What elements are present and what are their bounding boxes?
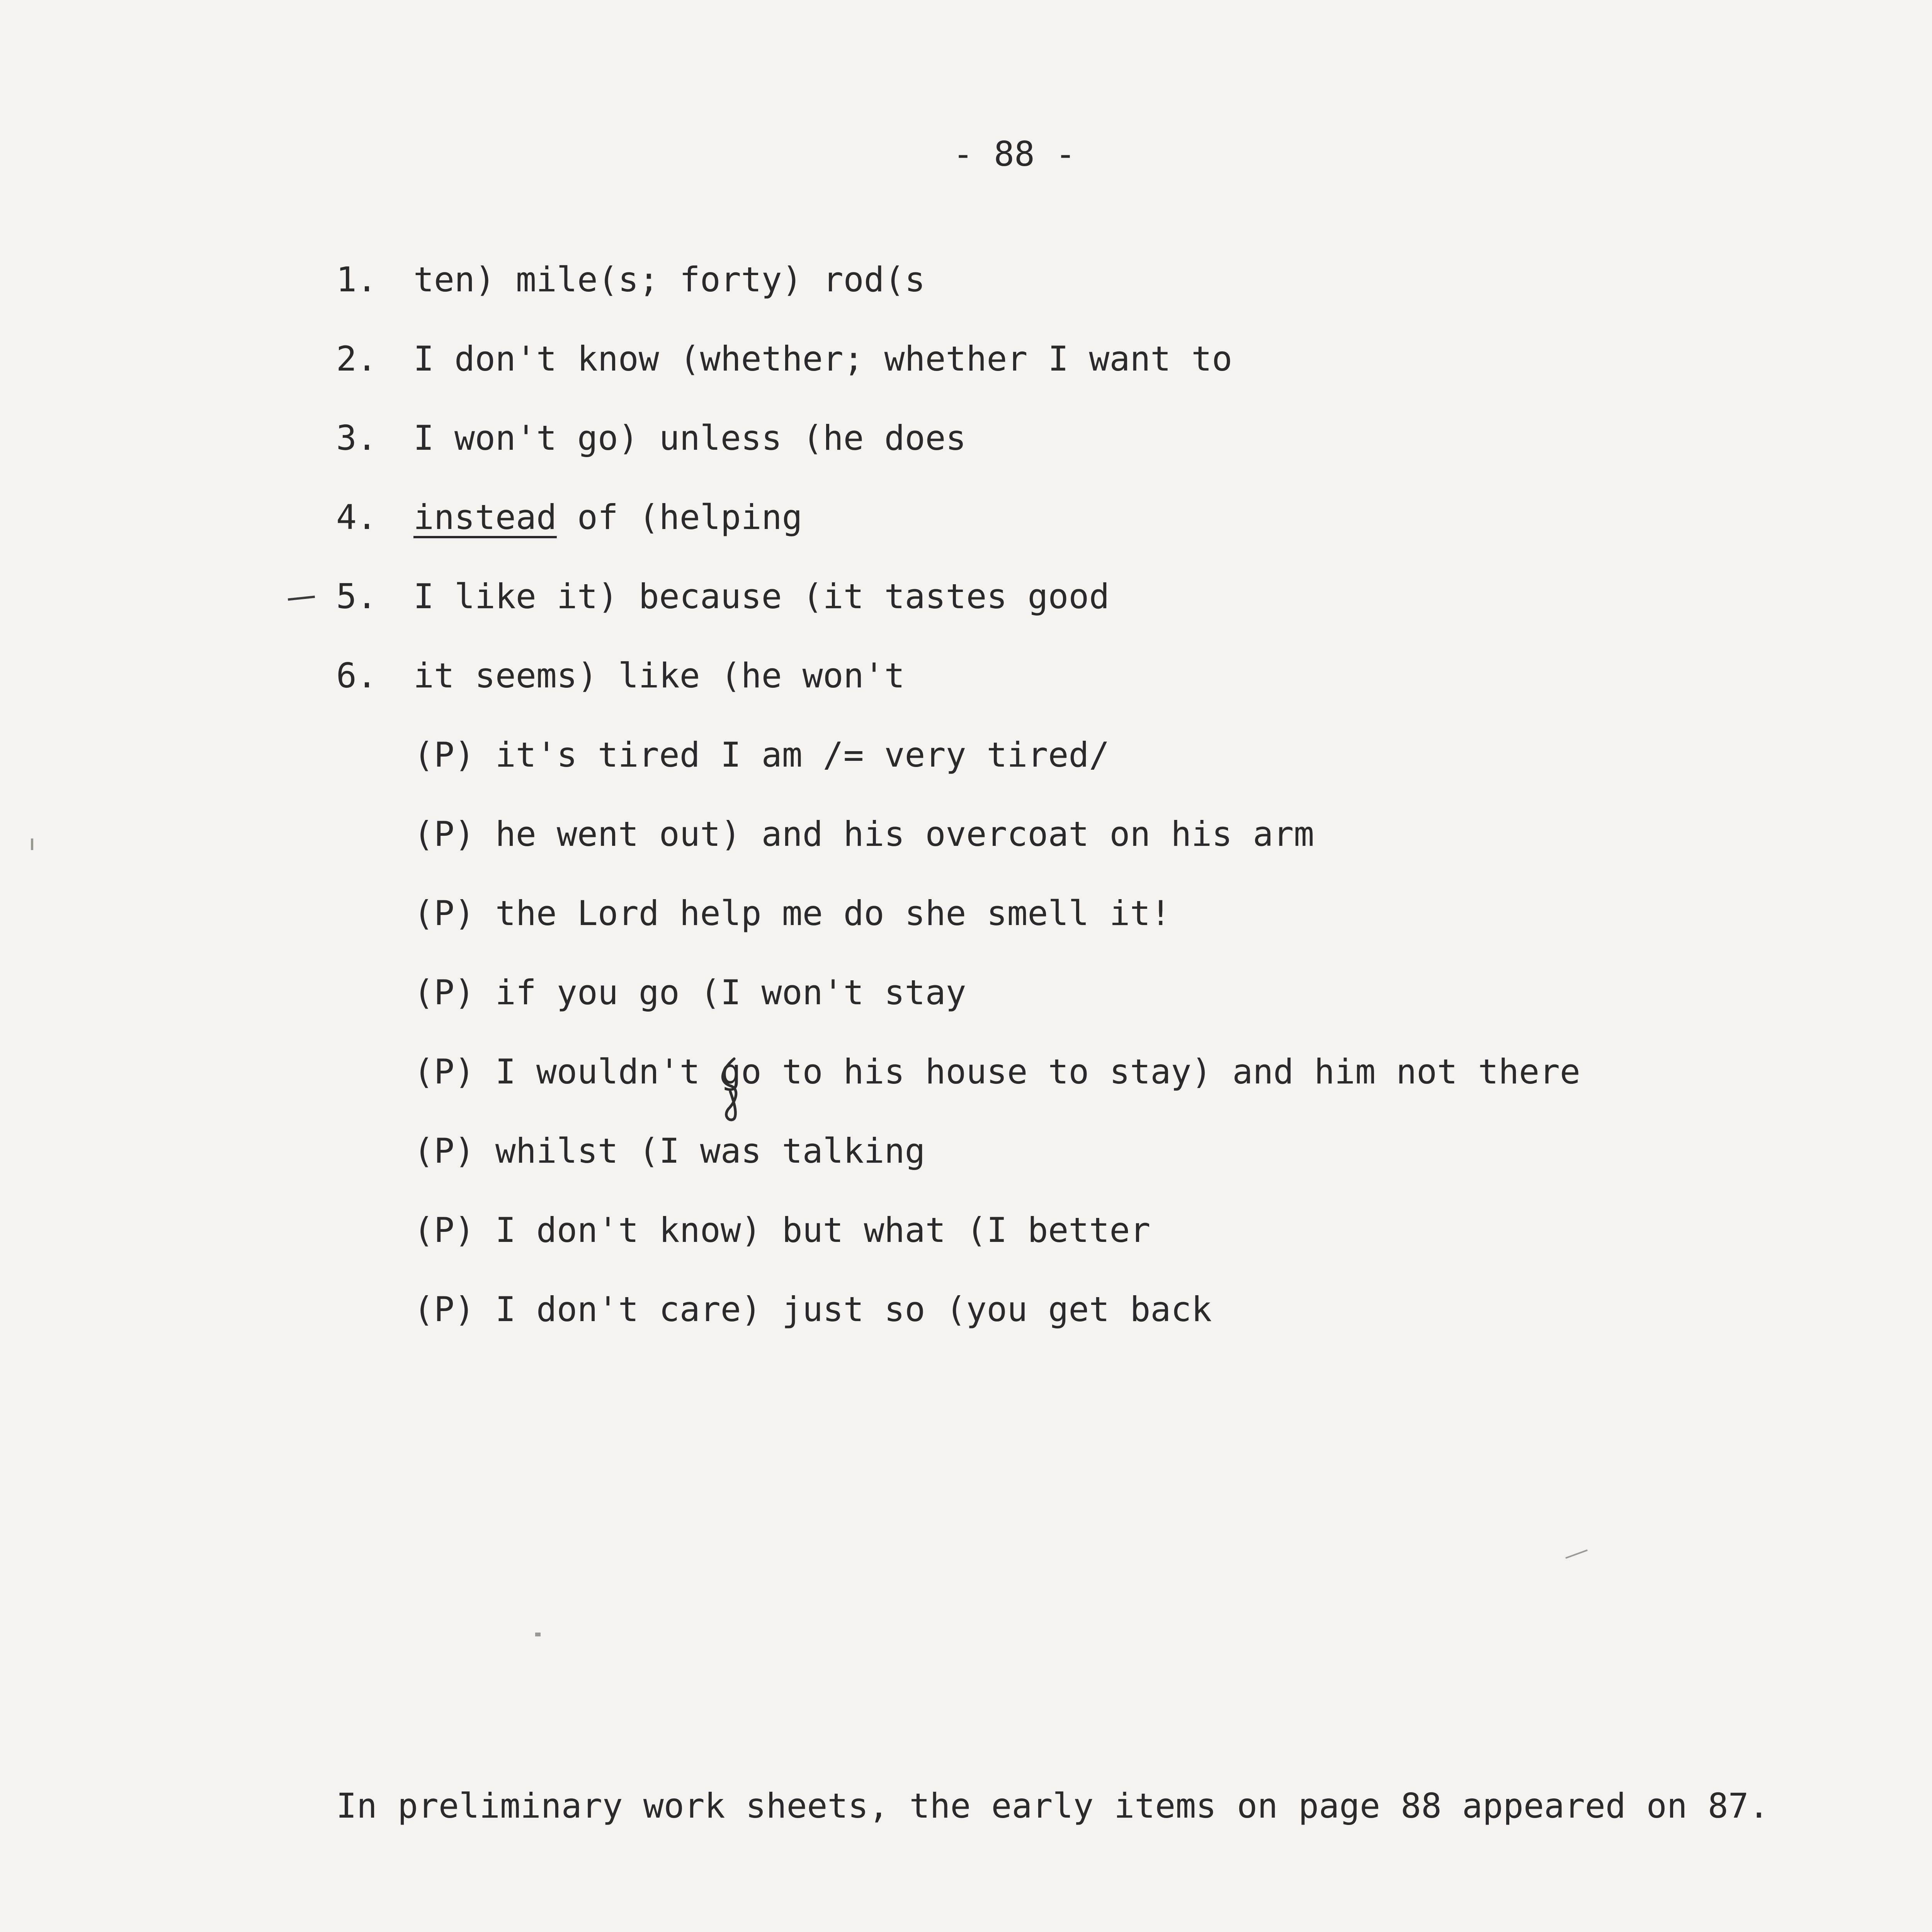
p-item: (P) I wouldn't go to his house to stay) and him not there xyxy=(413,1052,1580,1092)
item-text: it seems) like (he won't xyxy=(413,656,905,696)
item-number: 4. xyxy=(336,497,377,537)
item-text: I like it) because (it tastes good xyxy=(413,577,1110,616)
paper-speck xyxy=(535,1633,541,1636)
handwritten-correction-mark xyxy=(713,1055,748,1124)
p-item: (P) he went out) and his overcoat on his arm xyxy=(413,814,1315,854)
p-item: (P) whilst (I was talking xyxy=(413,1131,925,1171)
underlined-word: instead xyxy=(413,497,557,537)
p-item: (P) I don't know) but what (I better xyxy=(413,1210,1151,1250)
item-number: 6. xyxy=(336,656,377,696)
paper-speck xyxy=(31,838,33,850)
item-text: of (helping xyxy=(556,497,803,537)
item-number: 5. xyxy=(336,577,377,616)
footnote: In preliminary work sheets, the early items on page 88 appeared on 87. xyxy=(336,1786,1769,1826)
item-number: 2. xyxy=(336,339,377,379)
item-text: I won't go) unless (he does xyxy=(413,418,966,458)
p-item: (P) I don't care) just so (you get back xyxy=(413,1289,1212,1329)
list-item-6 xyxy=(336,656,905,696)
page-number: - 88 - xyxy=(953,134,1076,174)
item-number: 3. xyxy=(336,418,377,458)
list-item-5 xyxy=(336,577,1110,616)
item-text: I don't know (whether; whether I want to xyxy=(413,339,1233,379)
p-item: (P) it's tired I am /= very tired/ xyxy=(413,735,1110,775)
item-text: ten) mile(s; forty) rod(s xyxy=(413,260,925,299)
list-item-3 xyxy=(336,418,966,458)
list-item-2 xyxy=(336,339,1233,379)
paper-speck xyxy=(1565,1549,1588,1559)
list-item-1 xyxy=(336,260,925,299)
p-item: (P) the Lord help me do she smell it! xyxy=(413,893,1171,933)
margin-dash-mark xyxy=(288,595,315,600)
item-number: 1. xyxy=(336,260,377,299)
p-item: (P) if you go (I won't stay xyxy=(413,973,966,1012)
list-item-4 xyxy=(336,497,803,537)
